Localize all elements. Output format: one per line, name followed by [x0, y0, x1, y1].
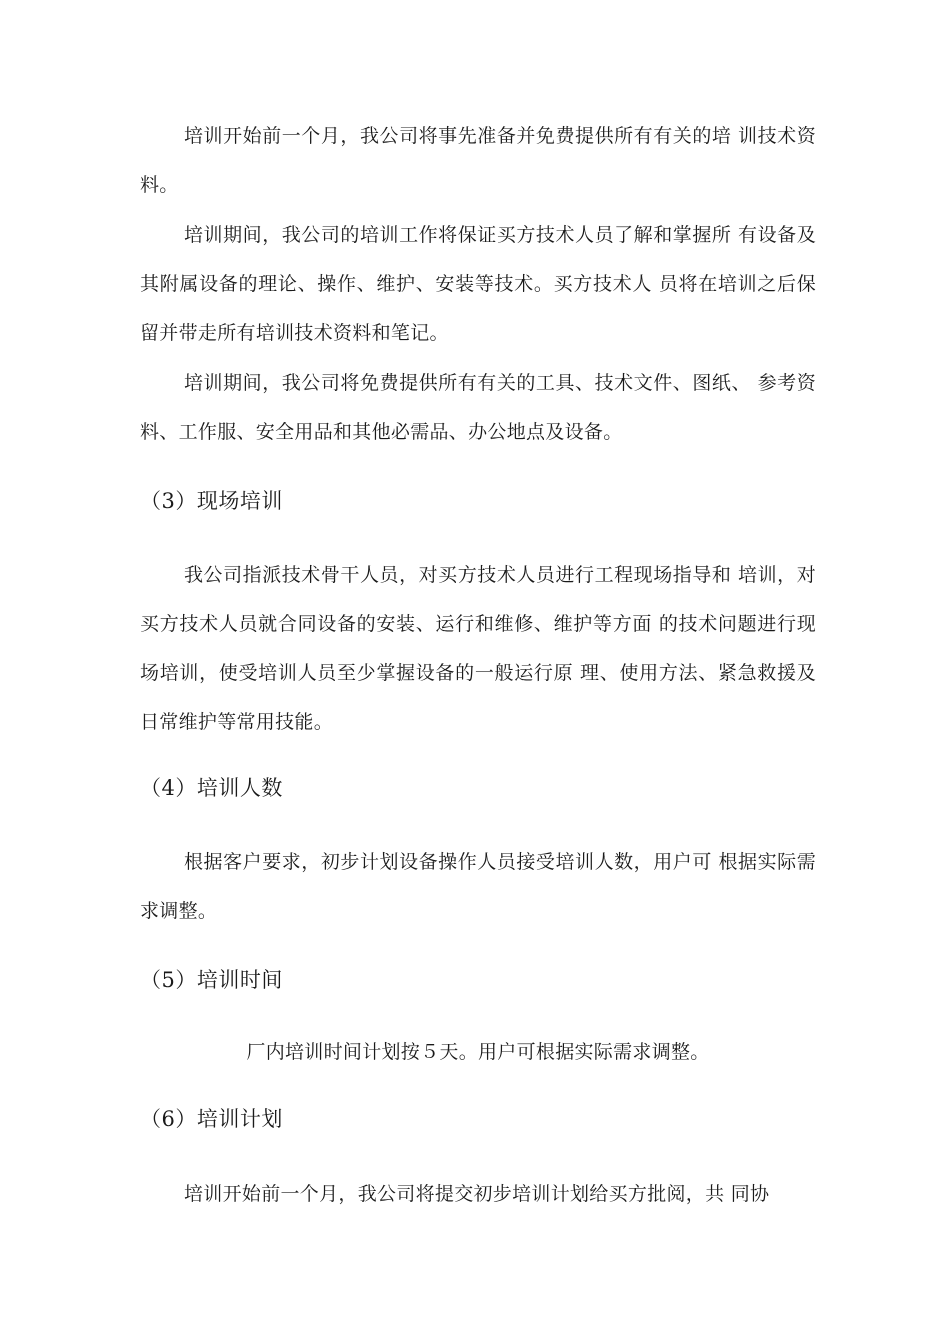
paragraph-training-materials: 培训开始前一个月，我公司将事先准备并免费提供所有有关的培 训技术资料。	[140, 125, 816, 196]
heading-onsite-training: （3）现场培训	[140, 489, 283, 513]
paragraph-training-plan: 培训开始前一个月，我公司将提交初步培训计划给买方批阅，共 同协	[184, 1183, 770, 1205]
heading-training-plan: （6）培训计划	[140, 1107, 283, 1131]
paragraph-trainee-count: 根据客户要求，初步计划设备操作人员接受培训人数，用户可 根据实际需求调整。	[140, 851, 816, 922]
paragraph-training-content: 培训期间，我公司的培训工作将保证买方技术人员了解和掌握所 有设备及其附属设备的理论、操作、维护、安装等技术。买方技术人 员将在培训之后保留并带走所有培训技术资料和笔记。	[140, 224, 816, 344]
heading-trainee-count: （4）培训人数	[140, 776, 283, 800]
paragraph-training-supplies: 培训期间，我公司将免费提供所有有关的工具、技术文件、图纸、 参考资料、工作服、安全用品和其他必需品、办公地点及设备。	[140, 372, 816, 443]
heading-training-time: （5）培训时间	[140, 968, 283, 992]
paragraph-training-time: 厂内培训时间计划按５天。用户可根据实际需求调整。	[246, 1041, 710, 1063]
paragraph-onsite-training: 我公司指派技术骨干人员，对买方技术人员进行工程现场指导和 培训，对买方技术人员就合同设备的安装、运行和维修、维护等方面 的技术问题进行现场培训，使受培训人员至少掌握设备的一般运行原 理、使用方法、紧急救援及日常维护等常用技能。	[140, 564, 816, 733]
